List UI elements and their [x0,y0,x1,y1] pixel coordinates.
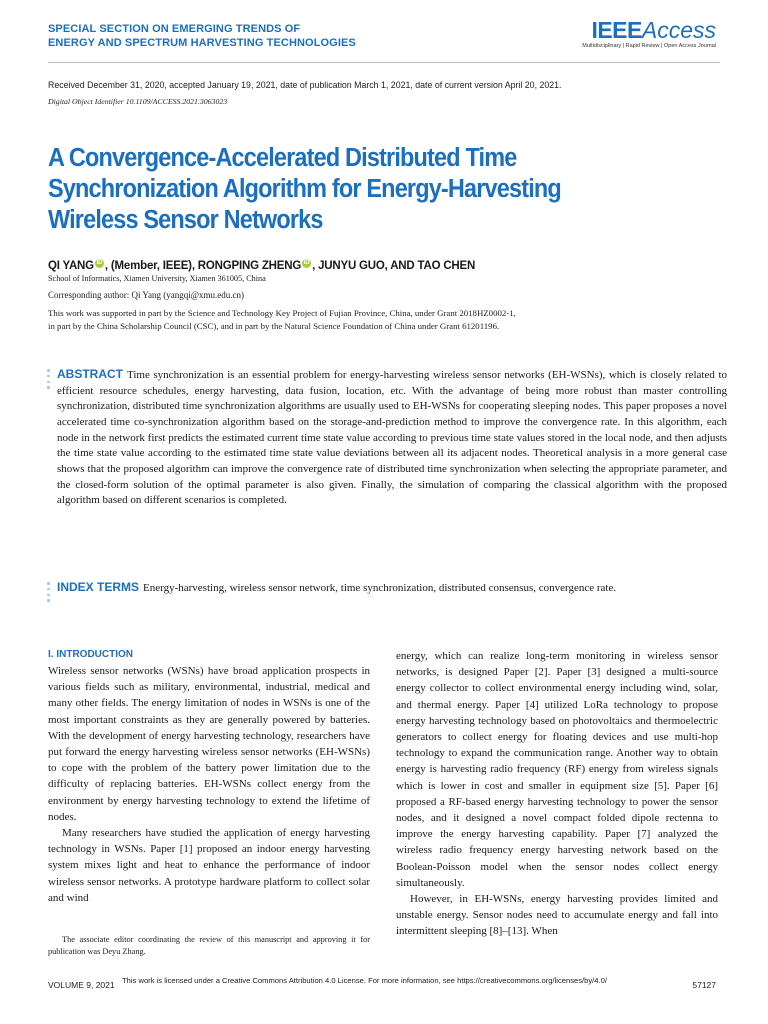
author-qi-yang[interactable]: QI YANG [48,260,94,272]
section-heading-introduction: I. INTRODUCTION [48,649,133,660]
special-section-heading [48,22,428,50]
funding-line-1: This work was supported in part by the Science and Technology Key Project of Fujian Province, China, under Grant 2018HZ0002-1, [48,308,516,318]
intro-paragraph-1: Wireless sensor networks (WSNs) have broad application prospects in various fields such as military, environmental, industrial, medical and many other fields. The energy limitation of nodes in WSNs is one of the most important constraints as they are generally powered by batteries. With the development of energy harvesting technology, researchers have put forward the energy harvesting wireless sensor networks (EH-WSNs) to cope with the problem of the battery power limitation due to the difficulty of replacing batteries. EH-WSNs collect energy from the environment by energy harvesting technology to extend the lifetime of nodes. [48,665,370,823]
funding-statement [48,307,728,332]
header-divider [48,62,720,63]
received-dates: Received December 31, 2020, accepted January 19, 2021, date of publication March 1, 2021, date of current version April 20, 2021. [48,80,562,90]
abstract-label: ABSTRACT [57,367,123,381]
index-terms-dots-icon [47,582,50,605]
footer-page-number: 57127 [692,980,716,990]
logo-tagline: Multidisciplinary | Rapid Review | Open Access Journal [582,43,716,49]
abstract-text: Time synchronization is an essential problem for energy-harvesting wireless sensor networks (EH-WSNs), which is closely related to efficient resource schedules, energy harvesting, data fusion, location, etc. With the advantage of being more robust than master controlling synchronization, distributed time synchronization algorithms are usually used to EH-WSNs for cooperating sleeping nodes. This paper proposes a novel accelerated time co-synchronization algorithm based on the storage-and-prediction method to improve the convergence rate. In this algorithm, each node in the network first predicts the estimated current time state value according to previous time state values stored in the local node, and then adjusts the time state value according to the estimated time state value deviations between all its adjacent nodes. Theoretical analysis in a more general case shows that the proposed algorithm can improve the convergence rate of distributed time synchronization when selecting the appropriate parameter, and the closed-form solution of the optimal parameter is also given. Finally, the simulation of comparing the classical algorithm with the proposed algorithm based on different scenarios is completed. [57,369,727,507]
abstract-dots-icon [47,369,50,392]
author-rongping-zheng[interactable]: , (Member, IEEE), RONGPING ZHENG [104,260,302,272]
intro-paragraph-3: energy, which can realize long-term monitoring in wireless sensor networks, is designed Paper [2]. Paper [3] designed a multi-source energy collector to collect environmental energy including wind, solar, and thermal energy. Paper [4] utilized LoRa technology to propose energy harvesting technology based on photovoltaics and thermoelectric generators to collect energy for floating devices and use multi-hop technology to expand the communication range. Another way to obtain energy is harvesting radio frequency (RF) energy from wireless signals which is lower in cost and smaller in equipment size [5]. Paper [6] proposed a RF-based energy harvesting technology to power the sensor nodes, and it designed a novel compact folded dipole rectenna to improve the energy harvesting capability. Paper [7] analyzed the wireless radio frequency energy harvesting network based on the Boolean-Poisson model when the sensor nodes collect energy simultaneously. [396,650,718,889]
index-terms-label: INDEX TERMS [57,580,140,594]
logo-italic: Access [641,17,716,43]
footer-license[interactable]: This work is licensed under a Creative Commons Attribution 4.0 License. For more information, see https://creativecommons.org/licenses/by/4.0/ [122,976,607,985]
intro-paragraph-4: However, in EH-WSNs, energy harvesting provides limited and unstable energy. Sensor nodes need to accumulate energy and fall into intermittent sleeping [8]–[13]. When [396,893,718,938]
editor-footnote: The associate editor coordinating the review of this manuscript and approving it for publication was Deyu Zhang. [48,935,370,956]
author-list [48,259,475,272]
intro-paragraph-2: Many researchers have studied the application of energy harvesting technology in WSNs. Paper [1] proposed an indoor energy harvesting system mixes light and heat to enhance the performance of indoor wireless sensor networks. A prototype hardware platform to collect solar and wind [48,827,370,904]
section-line-2: ENERGY AND SPECTRUM HARVESTING TECHNOLOGIES [48,37,356,49]
author-remaining: , JUNYU GUO, AND TAO CHEN [312,260,476,272]
index-terms [57,580,727,597]
logo-bold: IEEE [591,17,642,43]
title-line-1: A Convergence-Accelerated Distributed Time [48,144,517,172]
title-line-3: Wireless Sensor Networks [48,206,323,234]
index-terms-text: Energy-harvesting, wireless sensor network, time synchronization, distributed consensus, convergence rate. [143,582,617,594]
affiliation: School of Informatics, Xiamen University, Xiamen 361005, China [48,274,266,283]
ieee-access-logo[interactable] [582,18,716,49]
section-line-1: SPECIAL SECTION ON EMERGING TRENDS OF [48,23,301,35]
footer-volume: VOLUME 9, 2021 [48,980,115,990]
orcid-icon[interactable]: iD [96,260,103,266]
body-column-right [396,648,718,940]
body-column-left [48,648,370,906]
orcid-icon[interactable]: iD [303,260,310,266]
title-line-2: Synchronization Algorithm for Energy-Harvesting [48,175,561,203]
abstract [57,367,727,509]
paper-title [48,143,637,236]
corresponding-author[interactable]: Corresponding author: Qi Yang (yangqi@xmu.edu.cn) [48,290,245,300]
logo-wordmark [582,18,716,42]
doi-line[interactable]: Digital Object Identifier 10.1109/ACCESS.2021.3063023 [48,97,228,106]
funding-line-2: in part by the China Scholarship Council (CSC), and in part by the Natural Science Foundation of China under Grant 61201196. [48,320,500,331]
